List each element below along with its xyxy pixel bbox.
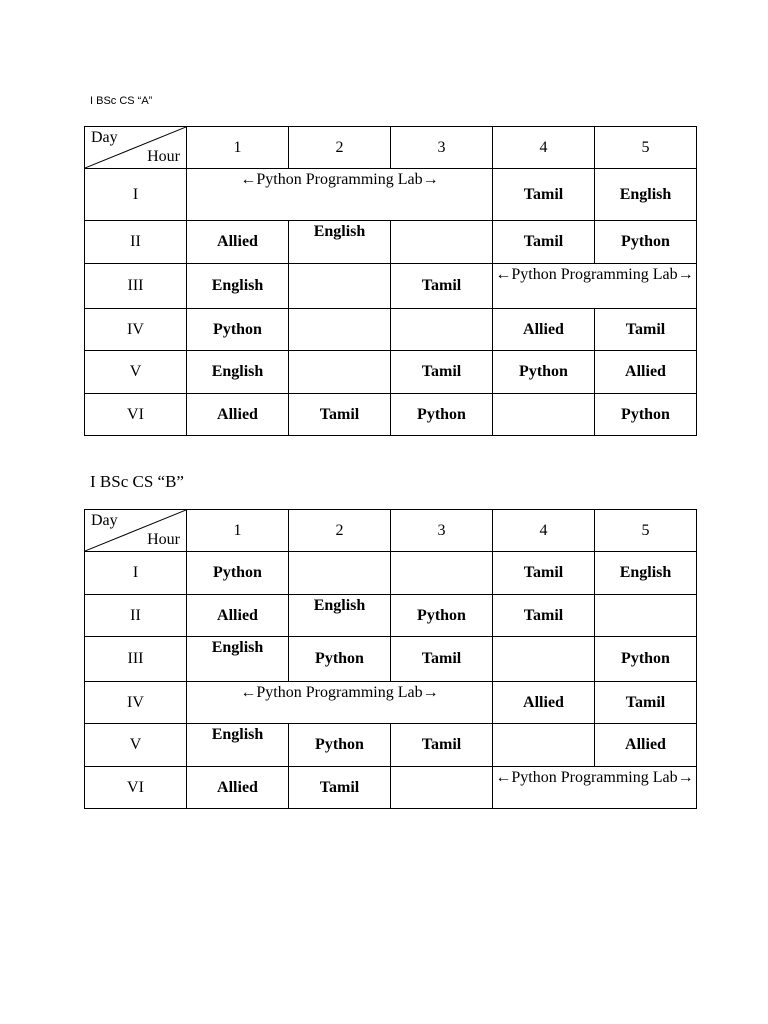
table-row (85, 169, 697, 221)
subject-label: English (211, 639, 264, 656)
subject-cell: Python (595, 637, 697, 682)
hour-header: 4 (493, 510, 595, 552)
subject-cell: Python (391, 595, 493, 637)
subject-cell: English (595, 169, 697, 221)
hour-header: 5 (595, 510, 697, 552)
subject-cell (493, 637, 595, 682)
subject-cell: Tamil (595, 309, 697, 351)
table-row (85, 221, 697, 264)
subject-cell: Allied (187, 767, 289, 809)
subject-cell (289, 221, 391, 264)
hour-header: 2 (289, 127, 391, 169)
day-label: III (85, 637, 187, 682)
subject-cell (187, 724, 289, 767)
table-row (85, 637, 697, 682)
day-label: I (85, 169, 187, 221)
subject-cell: Python (289, 637, 391, 682)
day-label: V (85, 351, 187, 394)
subject-cell (391, 552, 493, 595)
corner-cell (85, 127, 187, 169)
corner-hour-label: Hour (147, 531, 180, 548)
header-row (85, 510, 697, 552)
subject-cell (493, 724, 595, 767)
lab-session-label: ←Python Programming Lab→ (495, 769, 694, 786)
hour-header: 1 (187, 127, 289, 169)
day-label: IV (85, 682, 187, 724)
subject-cell: Allied (595, 351, 697, 394)
corner-day-label: Day (91, 129, 118, 146)
subject-cell: Tamil (595, 682, 697, 724)
subject-cell: Python (391, 394, 493, 436)
hour-header: 5 (595, 127, 697, 169)
corner-day-label: Day (91, 512, 118, 529)
subject-label: English (211, 726, 264, 743)
subject-cell: Python (187, 552, 289, 595)
subject-cell: Allied (493, 309, 595, 351)
subject-cell (595, 595, 697, 637)
table-row (85, 309, 697, 351)
subject-cell: Python (187, 309, 289, 351)
subject-cell: Tamil (493, 552, 595, 595)
subject-cell: English (187, 264, 289, 309)
subject-label: English (313, 223, 366, 240)
lab-session-label: ←Python Programming Lab→ (240, 171, 439, 188)
day-label: I (85, 552, 187, 595)
subject-cell (391, 221, 493, 264)
subject-cell: Tamil (391, 351, 493, 394)
subject-cell: Allied (595, 724, 697, 767)
header-row (85, 127, 697, 169)
timetable-a-title: I BSc CS “A” (90, 95, 153, 107)
lab-session-cell (493, 767, 697, 809)
subject-cell (289, 595, 391, 637)
subject-cell: Tamil (493, 595, 595, 637)
subject-cell (289, 552, 391, 595)
table-row (85, 552, 697, 595)
subject-cell: Tamil (289, 767, 391, 809)
hour-header: 3 (391, 510, 493, 552)
subject-cell (391, 767, 493, 809)
subject-cell: Allied (187, 394, 289, 436)
subject-cell (289, 264, 391, 309)
table-row (85, 682, 697, 724)
subject-cell (493, 394, 595, 436)
subject-cell: Python (595, 394, 697, 436)
table-row (85, 767, 697, 809)
timetable-b (84, 509, 697, 809)
subject-cell: Tamil (289, 394, 391, 436)
lab-session-label: ←Python Programming Lab→ (495, 266, 694, 283)
subject-label: English (313, 597, 366, 614)
hour-header: 4 (493, 127, 595, 169)
table-row (85, 394, 697, 436)
subject-cell (289, 351, 391, 394)
subject-cell: English (187, 351, 289, 394)
subject-cell: Python (595, 221, 697, 264)
subject-cell: English (595, 552, 697, 595)
subject-cell: Tamil (391, 264, 493, 309)
day-label: II (85, 595, 187, 637)
day-label: II (85, 221, 187, 264)
table-row (85, 264, 697, 309)
subject-cell: Python (289, 724, 391, 767)
subject-cell (289, 309, 391, 351)
subject-cell: Python (493, 351, 595, 394)
table-row (85, 351, 697, 394)
hour-header: 1 (187, 510, 289, 552)
day-label: IV (85, 309, 187, 351)
subject-cell (187, 637, 289, 682)
subject-cell: Allied (187, 221, 289, 264)
table-row (85, 595, 697, 637)
lab-session-cell (187, 682, 493, 724)
corner-hour-label: Hour (147, 148, 180, 165)
table-row (85, 724, 697, 767)
timetable-a (84, 126, 697, 436)
subject-cell: Tamil (493, 169, 595, 221)
day-label: V (85, 724, 187, 767)
subject-cell: Allied (187, 595, 289, 637)
subject-cell: Tamil (391, 724, 493, 767)
lab-session-cell (493, 264, 697, 309)
subject-cell: Tamil (493, 221, 595, 264)
hour-header: 2 (289, 510, 391, 552)
timetable-b-title: I BSc CS “B” (90, 472, 184, 491)
subject-cell (391, 309, 493, 351)
day-label: VI (85, 767, 187, 809)
day-label: III (85, 264, 187, 309)
lab-session-label: ←Python Programming Lab→ (240, 684, 439, 701)
subject-cell: Tamil (391, 637, 493, 682)
subject-cell: Allied (493, 682, 595, 724)
corner-cell (85, 510, 187, 552)
hour-header: 3 (391, 127, 493, 169)
day-label: VI (85, 394, 187, 436)
lab-session-cell (187, 169, 493, 221)
